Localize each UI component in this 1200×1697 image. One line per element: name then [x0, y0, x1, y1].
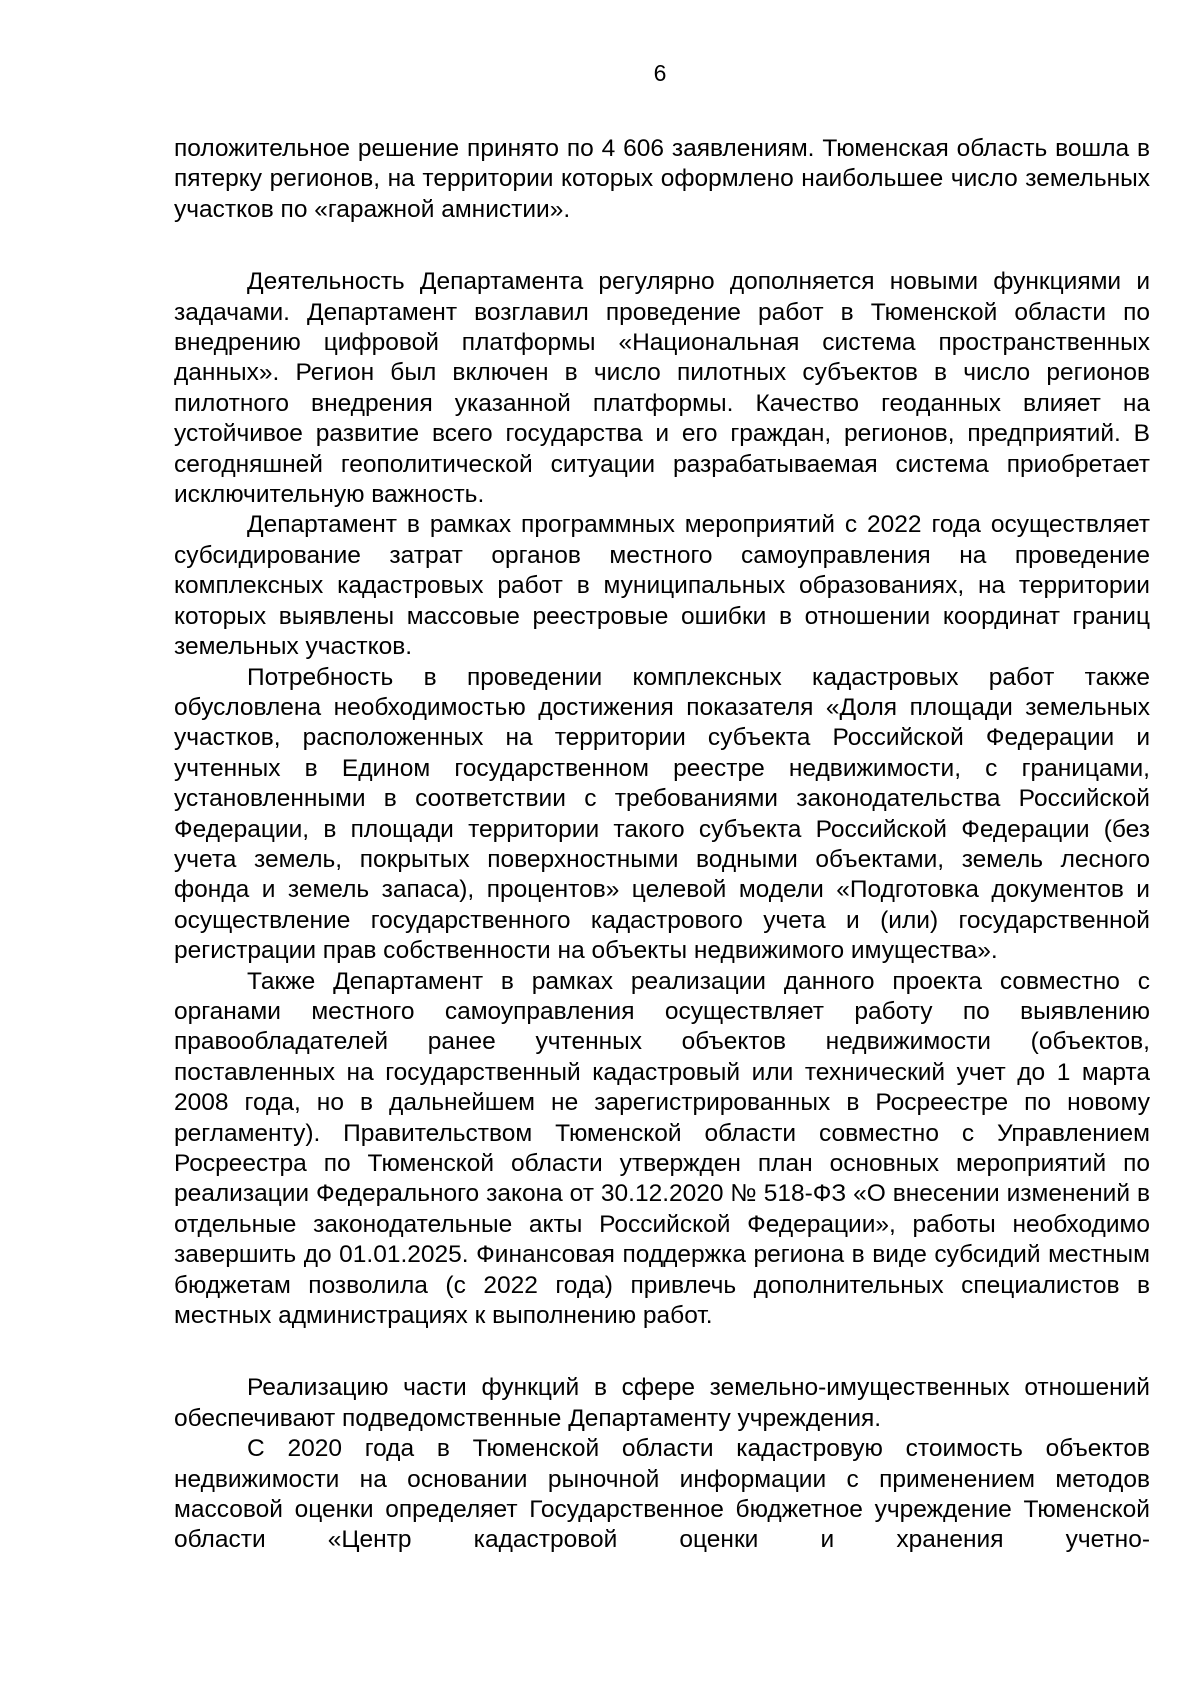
paragraph-cadastral-valuation: С 2020 года в Тюменской области кадастровую стоимость объектов недвижимости на основании рыночной информации с применением методов массовой оценки определяет Государственное бюджетное учреждение Тюменской области «Центр кадастровой оценки и хранения учетно-	[174, 1435, 1150, 1554]
paragraph-cadastral-subsidies: Департамент в рамках программных мероприятий с 2022 года осуществляет субсидирование затрат органов местного самоуправления на проведение комплексных кадастровых работ в муниципальных образованиях, на территории которых выявлены массовые реестровые ошибки в отношении координат границ земельных участков.	[174, 511, 1150, 661]
paragraph-garage-amnesty: положительное решение принято по 4 606 заявлениям. Тюменская область вошла в пятерку регионов, на территории которых оформлено наибольшее число земельных участков по «гаражной амнистии».	[174, 135, 1150, 223]
paragraph-rightholders: Также Департамент в рамках реализации данного проекта совместно с органами местного самоуправления осуществляет работу по выявлению правообладателей ранее учтенных объектов недвижимости (объектов, поставленных на государственный кадастровый или технический учет до 1 марта 2008 года, но в дальнейшем не зарегистрированных в Росреестре по новому регламенту). Правительством Тюменской области совместно с Управлением Росреестра по Тюменской области утвержден план основных мероприятий по реализации Федерального закона от 30.12.2020 № 518-ФЗ «О внесении изменений в отдельные законодательные акты Российской Федерации», работы необходимо завершить до 01.01.2025. Финансовая поддержка региона в виде субсидий местным бюджетам позволила (с 2022 года) привлечь дополнительных специалистов в местных администрациях к выполнению работ.	[174, 967, 1150, 1330]
page-number: 6	[653, 60, 667, 86]
paragraph-spatial-data: Деятельность Департамента регулярно дополняется новыми функциями и задачами. Департамент возглавил проведение работ в Тюменской области по внедрению цифровой платформы «Национальная система пространственных данных». Регион был включен в число пилотных субъектов в число регионов пилотного внедрения указанной платформы. Качество геоданных влияет на устойчивое развитие всего государства и его граждан, регионов, предприятий. В сегодняшней геополитической ситуации разрабатываемая система приобретает исключительную важность.	[174, 268, 1150, 509]
paragraph-subordinate-institutions: Реализацию части функций в сфере земельно-имущественных отношений обеспечивают подведомственные Департаменту учреждения.	[174, 1374, 1150, 1432]
document-body	[174, 134, 1150, 1556]
paragraph-cadastral-need: Потребность в проведении комплексных кадастровых работ также обусловлена необходимостью достижения показателя «Доля площади земельных участков, расположенных на территории субъекта Российской Федерации и учтенных в Едином государственном реестре недвижимости, с границами, установленными в соответствии с требованиями законодательства Российской Федерации, в площади территории такого субъекта Российской Федерации (без учета земель, покрытых поверхностными водными объектами, земель лесного фонда и земель запаса), процентов» целевой модели «Подготовка документов и осуществление государственного кадастрового учета и (или) государственной регистрации прав собственности на объекты недвижимого имущества».	[174, 663, 1150, 965]
